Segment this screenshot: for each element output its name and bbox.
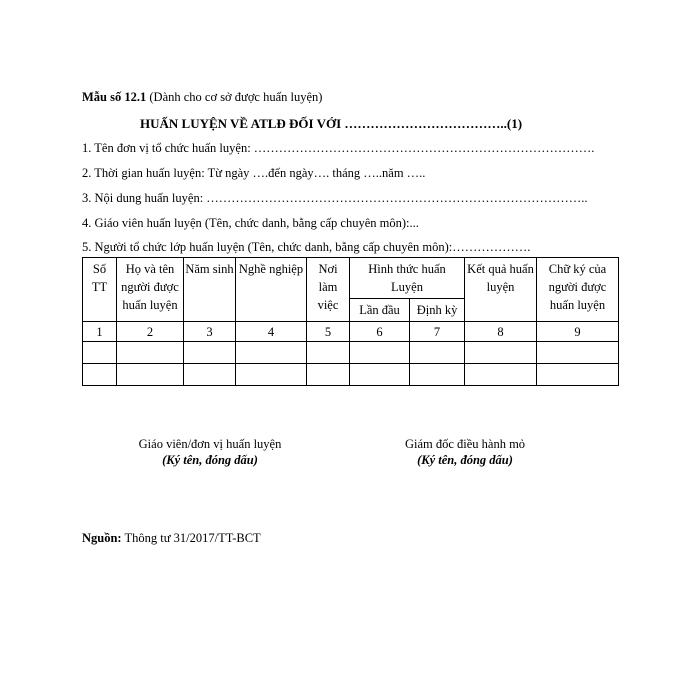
signature-role: Giám đốc điều hành mỏ <box>404 437 526 451</box>
header-training-form: Hình thức huấn Luyện <box>350 258 465 299</box>
table-cell <box>117 342 184 364</box>
table-cell <box>410 364 465 386</box>
field-training-period: 2. Thời gian huấn luyện: Từ ngày ….đến ngày…. tháng …..năm ….. <box>82 166 426 180</box>
column-number: 8 <box>465 322 537 342</box>
table-row <box>83 342 619 364</box>
column-number: 1 <box>83 322 117 342</box>
field-organizer-unit: 1. Tên đơn vị tổ chức huấn luyện: ………………………………………………………………………. <box>82 141 595 155</box>
form-applicability-note: (Dành cho cơ sở được huấn luyện) <box>149 90 323 104</box>
table-cell <box>307 364 350 386</box>
header-stt: Số TT <box>83 258 117 322</box>
column-number: 4 <box>236 322 307 342</box>
form-number: Mẫu số 12.1 <box>82 90 147 104</box>
column-number: 7 <box>410 322 465 342</box>
table-cell <box>83 364 117 386</box>
column-number-row <box>83 322 619 342</box>
header-signature: Chữ ký của người được huấn luyện <box>537 258 619 322</box>
field-instructor: 4. Giáo viên huấn luyện (Tên, chức danh, bằng cấp chuyên môn):... <box>82 216 419 230</box>
table-cell <box>236 364 307 386</box>
header-first-time: Lần đầu <box>350 299 410 322</box>
header-workplace: Nơi làm việc <box>307 258 350 322</box>
field-class-organizer: 5. Người tổ chức lớp huấn luyện (Tên, chức danh, bằng cấp chuyên môn):………………. <box>82 240 531 254</box>
table-cell <box>350 342 410 364</box>
source-label: Nguồn: <box>82 531 122 545</box>
column-number: 3 <box>184 322 236 342</box>
column-number: 6 <box>350 322 410 342</box>
column-number: 9 <box>537 322 619 342</box>
header-name: Họ và tên người được huấn luyện <box>117 258 184 322</box>
field-training-content: 3. Nội dung huấn luyện: ……………………………………………………………………………….. <box>82 191 588 205</box>
header-result: Kết quả huấn luyện <box>465 258 537 322</box>
header-birth-year: Năm sinh <box>184 258 236 322</box>
table-cell <box>410 342 465 364</box>
source-citation <box>82 531 261 546</box>
table-cell <box>537 342 619 364</box>
table-cell <box>307 342 350 364</box>
table-cell <box>83 342 117 364</box>
table-cell <box>350 364 410 386</box>
signature-note: (Ký tên, đóng dấu) <box>417 453 513 467</box>
table-cell <box>117 364 184 386</box>
trainee-table <box>82 257 619 386</box>
table-cell <box>537 364 619 386</box>
column-number: 2 <box>117 322 184 342</box>
signature-role: Giáo viên/đơn vị huấn luyện <box>138 437 282 451</box>
form-identifier <box>82 90 322 105</box>
table-cell <box>184 342 236 364</box>
table-cell <box>236 342 307 364</box>
header-occupation: Nghề nghiệp <box>236 258 307 322</box>
source-text: Thông tư 31/2017/TT-BCT <box>124 531 261 545</box>
table-cell <box>465 364 537 386</box>
signature-block-instructor <box>120 437 300 468</box>
form-title: HUẤN LUYỆN VỀ ATLĐ ĐỐI VỚI ………………………………..(1) <box>140 116 523 131</box>
table-cell <box>465 342 537 364</box>
signature-block-director <box>380 437 550 468</box>
signature-note: (Ký tên, đóng dấu) <box>162 453 258 467</box>
header-periodic: Định kỳ <box>410 299 465 322</box>
table-header-row <box>83 258 619 299</box>
table-cell <box>184 364 236 386</box>
column-number: 5 <box>307 322 350 342</box>
table-row <box>83 364 619 386</box>
